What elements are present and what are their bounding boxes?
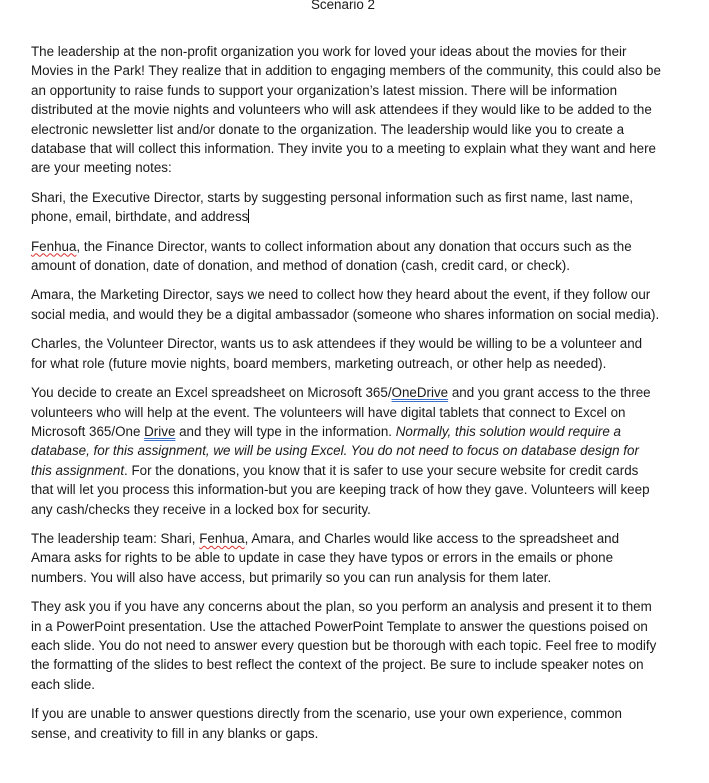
- paragraph-leadership-text-2: , Amara, and Charles would like access to the spreadsheet and Amara asks for rights to be able to update in case they have typos or errors in the emails or phone numbers. You will also have access, but primarily so you can run analysis for them later.: [31, 530, 620, 585]
- paragraph-closing: If you are unable to answer questions directly from the scenario, use your own experience, common sense, and creativity to fill in any blanks or gaps.: [31, 706, 622, 741]
- spellcheck-word-fenhua-2[interactable]: Fenhua: [199, 530, 245, 546]
- text-cursor: [248, 209, 249, 223]
- grammar-flag-drive[interactable]: Drive: [144, 423, 176, 439]
- paragraph-fenhua-text: , the Finance Director, wants to collect information about any donation that occurs such as the amount of donation, date of donation, and method of donation (cash, credit card, or check).: [31, 238, 632, 274]
- paragraph-fenhua: [31, 237, 661, 276]
- paragraph-shari: [31, 188, 661, 227]
- paragraph-spreadsheet-text-1: You decide to create an Excel spreadsheet on Microsoft 365/: [31, 385, 392, 401]
- document-title: Scenario 2: [310, 0, 376, 12]
- paragraph-spreadsheet-text-4: . For the donations, you know that it is safer to use your secure website for credit cards that will let you process this information-but you are keeping track of how they gave. Volunteers will keep any cash/checks they receive in a locked box for security.: [31, 462, 650, 517]
- paragraph-leadership-access: [31, 529, 661, 587]
- paragraph-spreadsheet-text-2: and you grant access to the three volunteers who will help at the event. The volunteers will have digital tablets that connect to Excel on Microsoft 365/One: [31, 385, 651, 439]
- paragraph-leadership-text-1: The leadership team: Shari,: [31, 530, 200, 546]
- document-body[interactable]: [31, 42, 661, 753]
- spellcheck-word-fenhua[interactable]: Fenhua: [31, 238, 77, 254]
- paragraph-spreadsheet: [31, 383, 661, 519]
- paragraph-spreadsheet-italic: Normally, this solution would require a database, for this assignment, we will be using Excel. You do not need to focus on database design for this assignment: [31, 423, 639, 478]
- paragraph-charles: Charles, the Volunteer Director, wants us to ask attendees if they would be willing to be a volunteer and for what role (future movie nights, board members, marketing outreach, or other help as needed).: [31, 336, 643, 371]
- paragraph-presentation: They ask you if you have any concerns about the plan, so you perform an analysis and present it to them in a PowerPoint presentation. Use the attached PowerPoint Template to answer the questions poised on each slide. You do not need to answer every question but be thorough with each topic. Feel free to modify the formatting of the slides to best reflect the context of the project. Be sure to include speaker notes on each slide.: [31, 599, 657, 692]
- paragraph-amara: Amara, the Marketing Director, says we need to collect how they heard about the event, if they follow our social media, and would they be a digital ambassador (someone who shares information on social media).: [31, 287, 660, 322]
- paragraph-intro: The leadership at the non-profit organization you work for loved your ideas about the movies for their Movies in the Park! They realize that in addition to engaging members of the community, this could also be an opportunity to raise funds to support your organization’s latest mission. There will be information distributed at the movie nights and volunteers who will ask attendees if they would like to be added to the electronic newsletter list and/or donate to the organization. The leadership would like you to create a database that will collect this information. They invite you to a meeting to explain what they want and here are your meeting notes:: [31, 44, 661, 176]
- paragraph-shari-text: Shari, the Executive Director, starts by suggesting personal information such as first name, last name, phone, email, birthdate, and address: [31, 189, 634, 225]
- paragraph-spreadsheet-text-3: and they will type in the information.: [175, 423, 396, 439]
- grammar-flag-onedrive[interactable]: OneDrive: [391, 385, 449, 401]
